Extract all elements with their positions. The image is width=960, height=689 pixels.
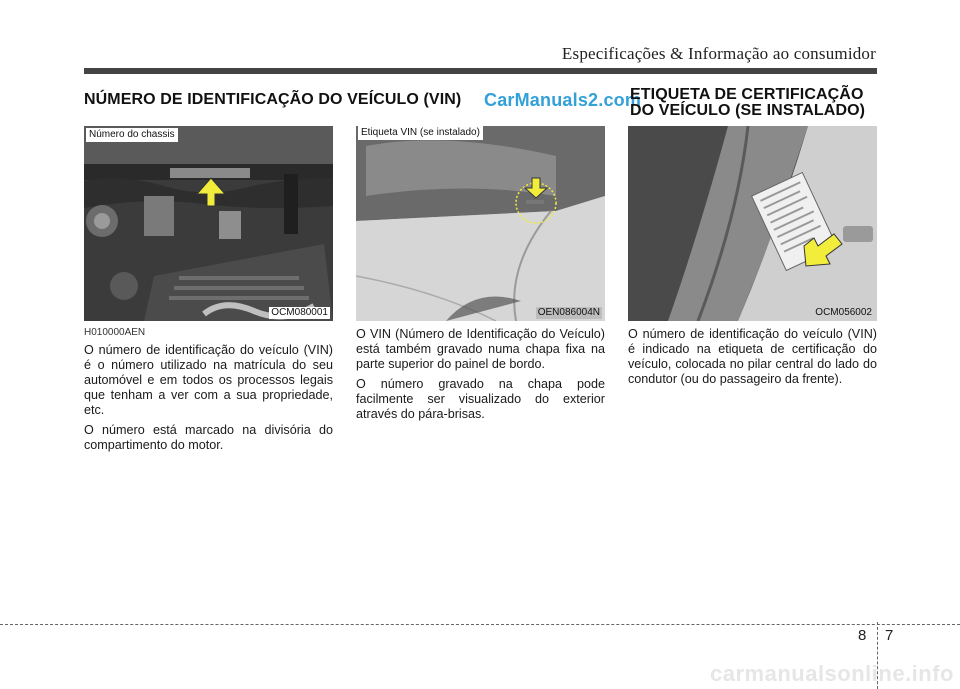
figure-code: OEN086004N — [537, 307, 600, 318]
column-2-text — [356, 327, 605, 427]
door-pillar-illustration — [628, 126, 877, 321]
figure-code: OCM056002 — [815, 307, 872, 318]
section-title-vin: NÚMERO DE IDENTIFICAÇÃO DO VEÍCULO (VIN) — [84, 91, 462, 108]
figure-door-pillar — [628, 126, 877, 321]
paragraph: O número está marcado na divisória do compartimento do motor. — [84, 423, 333, 452]
reference-code: H010000AEN — [84, 327, 146, 338]
figure-label: Número do chassis — [86, 128, 178, 142]
header-rule — [84, 68, 877, 74]
watermark-carmanuals[interactable]: CarManuals2.com — [484, 90, 642, 110]
engine-bay-illustration — [84, 126, 333, 321]
column-1-text — [84, 325, 333, 458]
page-number: 7 — [885, 627, 894, 644]
figure-engine-bay — [84, 126, 333, 321]
paragraph: O número de identificação do veículo (VIN) é o número utilizado na matrícula do seu automóvel e em todos os processos legais que tenham a ver com a sua propriedade, etc. — [84, 343, 333, 417]
header-title: Especificações & Informação ao consumidor — [561, 44, 876, 63]
figure-label: Etiqueta VIN (se instalado) — [358, 126, 483, 140]
chapter-number: 8 — [858, 627, 867, 644]
section-title-cert-line1: ETIQUETA DE CERTIFICAÇÃO — [630, 86, 864, 103]
paragraph: O número de identificação do veículo (VIN) é indicado na etiqueta de certificação do veículo, colocada no pilar central do lado do condutor (ou do passageiro da frente). — [628, 327, 877, 386]
paragraph: O número gravado na chapa pode facilmente ser visualizado do exterior através do pára-brisas. — [356, 377, 605, 421]
figure-code: OCM080001 — [271, 307, 328, 318]
figure-windshield — [356, 126, 605, 321]
column-3-text — [628, 327, 877, 392]
windshield-illustration — [356, 126, 605, 321]
site-watermark: carmanualsonline.info — [710, 661, 954, 686]
section-title-cert-line2: DO VEÍCULO (SE INSTALADO) — [630, 102, 866, 119]
paragraph: O VIN (Número de Identificação do Veículo) está também gravado numa chapa fixa na parte superior do painel de bordo. — [356, 327, 605, 371]
footer-rule — [0, 624, 960, 625]
